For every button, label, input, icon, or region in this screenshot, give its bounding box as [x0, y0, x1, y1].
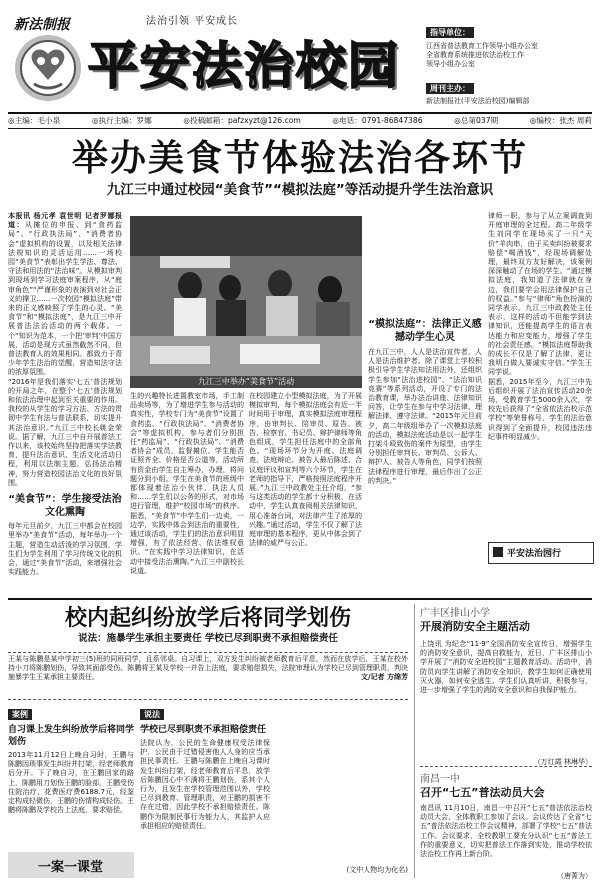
law-credit: (文中人物均为化名)	[346, 866, 408, 874]
brief-2-place: 南昌一中	[420, 774, 460, 785]
column-tag-box	[488, 542, 594, 564]
lead-photo	[130, 216, 362, 388]
lead-text-1: 从摊位的申报、到“食药监局”、“行政执法局”、“消费者协会”虚拟机构的设置，以及相关法律法规知识的灵活运用……一场校园“美食节”表彰出学生学法、尊法、守法和用法的“法治味”。从模拟审判到现场到学习法庭审案程序，从“庭审角色”“严谨形象的表演到对社会正义的撑卫……一次校园“模拟法庭”带来的正义感映照了学生的心灵。“美食节”和“模拟法庭”，是九江三中开展普法法治活动的两个载体。一个“知识为范本，一个把‘审判’中国方展，活动是现方式虽然截然不同，但普法教育人的效果相同。都致力于青少年学生法治的觉醒，营造知法守法的浓厚氛围。	[8, 221, 122, 377]
second-abstract-text: 王某与陈鹏是某中学初三(5)班的同班同学，且系邻桌。自习课上，双方发生纠纷被老师教育后平息，然而在放学后，王某在校外持小刀将陈鹏划伤，导致其面部受伤。陈鹏将王某及学校一并告上法庭，要求赔偿损失，法院审理认为学校已尽到管理职责，判决施暴学生王某承担主要责任。	[8, 655, 408, 682]
slogan: 法治引领 平安成长	[146, 16, 239, 27]
law-title: 学校已尽到职责不承担赔偿责任	[140, 725, 267, 735]
brief-divider	[414, 604, 415, 878]
guide-unit-1: 江西省普法教育工作领导小组办公室	[426, 42, 538, 50]
cosponsor-box	[426, 76, 592, 105]
lead-column-1	[8, 212, 122, 594]
brief-1-place: 广丰区排山小学	[420, 608, 490, 619]
brief-1-credit: （万红霞 林琳华）	[533, 758, 592, 766]
one-case-one-lesson-banner	[8, 852, 134, 878]
column-tag-label: 平安法治园行	[507, 549, 562, 559]
case-label: 案例	[8, 709, 32, 720]
cosponsor-name: 新法制报社(平安法治校园)编辑部	[426, 97, 530, 105]
section-divider	[8, 598, 592, 600]
column-tag-icon	[493, 547, 503, 557]
lead-photo-caption: 九江三中举办“美食节”活动	[130, 376, 362, 388]
lead-text-5: 律师一职。参与了从立案调查到开庭审理的全过程。高二年级学生刘同学在现场买了一只“天价”羊肉串，由于买卖纠纷被要求赔偿“喝酒钱”，经现场调解处理，最终双方友好解决，该案例深深触动了在场的学生。“通过模拟法庭，我知道了法律就在身边，我们要学会用法律保护自己的权益。”参与“律师”角色扮演的同学表示。九江三中政教处主任表示，这样的活动不但能学到法律知识，还能提高学生的语言表达能力和应变能力，增强了学生的社会责任感。“模拟法庭帮助我的成长不仅是了解了法律，更让我明白做人要诚实守信。”学生王同学说。	[488, 212, 592, 377]
info-editors: ◎编校：张杰 周莉	[529, 116, 592, 125]
brief-separator	[420, 766, 592, 767]
guide-unit-label: 指导单位：	[426, 27, 474, 38]
lead-byline: 本报讯 杨元孝 袁世明 记者罗娜报道：	[8, 212, 122, 230]
info-issue: ◎总第037期	[454, 116, 499, 125]
lead-subheading-2: “模拟法庭”：法律正义感撼动学生心灵	[368, 319, 482, 343]
second-abstract	[8, 652, 408, 700]
lead-subhead: 九江三中通过校园“美食节”“模拟法庭”等活动提升学生法治意识	[106, 182, 494, 198]
law-label: 说法	[140, 709, 164, 720]
lead-column-4	[368, 212, 482, 594]
brief-2	[420, 770, 592, 878]
info-bar	[8, 112, 592, 129]
lead-column-2: 生的兴趣特长进置教室市场，手工制品卖场等，为了增进学生参与活动的真实性，学校专门为“美食节”设置了食药监、“行政执法局”、“消费者协会”等虚拟机构，参与者们分别担任“药监局”、“行政执法局”、“消费者协会”成员，监督摊位、学生能否证照齐全、价格是否公道等，活动所有资金由学生自主筹办，办理，将问题分到小组。学生在美食节的班级中都体现着法治小伙伴、执法人员和……学生们以公务的形式，对市场进行管理，维护“校园市场”的秩序。据悉，“美食节”中学生们一边卖，一边学，实践中体会到法治的重要性，通过该活动，学生们的法治意识明显增强，有了依法经营、依法维权意识。“在实践中学习法律知识，在活动中接受法治熏陶。”九江三中副校长说道。	[130, 392, 244, 575]
info-editor: ◎主编：毛小泉	[8, 116, 61, 125]
guide-unit-2: 全省教育系统推进依法治校工作	[426, 51, 524, 60]
second-subhead: 说法：施暴学生承担主要责任 学校已尽到职责不承担赔偿责任	[78, 633, 338, 644]
second-headline: 校内起纠纷放学后将同学划伤	[64, 605, 351, 631]
law-text: 法院认为，公民的生命健康权受法律保护，公民由于过错侵害他人人身的应当承担民事责任。王鹏与陈鹏在上晚自习课时发生纠纷打架，经老师教育后平息，放学后陈鹏因心中不满将王鹏划伤，系其个人行为，且发生在学校管理范围以外，学校已尽到教育、管理职责，对王鹏的损害不存在过错，因此学校不承担赔偿责任。陈鹏作为限制民事行为能力人，其监护人应承担相应的赔偿责任。	[140, 739, 270, 830]
brief-2-credit: （唐菁为）	[557, 872, 592, 880]
guide-box	[426, 20, 592, 76]
law-text-2	[276, 702, 408, 868]
lead-photo-image	[130, 216, 362, 388]
guide-unit-3: 领导小组办公室	[426, 60, 475, 69]
brief-1	[420, 604, 592, 764]
school-emblem-logo	[12, 32, 84, 104]
masthead	[0, 0, 600, 112]
lead-text-4: 在九江三中，人人是法治宣传者，人人是法治维护者。除了课堂上学校积极引导学生学法知法用法外，还组织学生参加“法治进校园”、“法治知识竞赛”等系列活动，开设了专门的法治教育课，举办法治讲座、法律知识问答，让学生在参与中学习法律、理解法律、遵守法律。“2015年元旦前夕，高二年级组举办了一次模拟法庭的活动，模拟法庭活动是以一起学生打架斗殴致伤的案件为原型，由学生分别担任审判长、审判员、公诉人、辩护人、被告人等角色，同学们按照法律程序进行审理，最后作出了公正的判决。”	[368, 348, 482, 485]
brief-2-text: 南昌讯 11月10日，南昌一中召开“七五”普法依法治校动员大会，全体教职工参加了会议。会议传达了全省“七五”普法依法治校工作会议精神，部署了学校“七五”普法工作。会议要求，全校教职工要充分认识“七五”普法工作的重要意义，切实把普法工作落到实处，推动学校依法治校工作再上新台阶。	[420, 804, 592, 859]
info-email: ◎投稿邮箱：pafzxyzt@126.com	[183, 116, 301, 125]
case-text: 2013年11月12日上晚自习时，王鹏与陈鹏因琐事发生纠纷并打架，经老师教育后分开。下了晚自习，在王鹏回家的路上，陈鹏用刀划伤王鹏的脸部，王鹏受伤住院治疗，花费医疗费6188.7元，经鉴定构成轻微伤，王鹏的伤情构成轻伤。王鹏将陈鹏及学校告上法庭，要求赔偿。	[8, 751, 134, 815]
info-phone: ◎电话：0791-86847386	[332, 116, 423, 125]
page-title: 平安法治校园	[88, 36, 400, 95]
info-exec-editor: ◎执行主编：罗娜	[91, 116, 152, 125]
lead-column-5	[488, 212, 592, 542]
one-case-one-lesson-label: 一案一课堂	[38, 860, 104, 875]
lead-text-1c: 每年元旦前夕，九江三中都会在校园里举办“美食节”活动，每年举办一个主题，营造生动活泼的学习氛围，学生们为学生利用了学习传统文化的机会，通过“美食节”活动，来增强社会实践能力。	[8, 522, 122, 577]
case-block	[8, 702, 134, 852]
law-block	[140, 702, 270, 878]
second-abstract-credit: 文/记者 方绵芳	[361, 673, 408, 682]
lead-text-1b: “2016年是我们落实‘七五’普法规划的开局之年，在整个‘七五’普法规划和依法治理中起到至关重要的作用。我校的从学生的学习方法、方法的贯彻中学生有法与普法联系，切实提升其法治意识。”九江三中校长姚金荣说。据了解，九江三中自开展普法工作以来，该校始终坚持把落实学法教育，提升法治意识、生活文化活动日程，利用以法制主题，弘扬法治精神，努力营造校园法治文化的良好氛围。	[8, 377, 122, 487]
paper-name: 新法制报	[14, 17, 70, 33]
lead-column-3: 在校园建立小型模拟法庭，为了开展模拟审判，每个模拟法庭会有近一半时间用于审理，真实模拟法庭审理程序，由审判长、陪审员、原告、被告、检察官、书记员、辩护律师等角色组成，学生担任法庭中的全部角色。“现场环节分为开庭、法庭调查、法庭辩论、被告人最后陈述、合议庭评议和宣判等六个环节，学生在老师的指导下，严格按照法庭程序开展。”九江三中政教处主任介绍，“参与这类活动的学生都十分积极，在活动中，学生认真查阅相关法律知识，用心准备台词，对法律产生了浓厚的兴趣。”通过活动，学生不仅了解了法庭审理的基本程序，更从中体会到了法律的威严与公正。	[249, 392, 362, 548]
lead-text-5b: 据悉，2015年至今，九江三中先后组织开展了法治宣传活动20余场，受教育学生5000余人次，学校先后获得了“全省依法治校示范学校”等荣誉称号，学生的法治意识得到了全面提升，校园违法违纪事件明显减少。	[488, 377, 592, 441]
lead-headline: 举办美食节体验法治各环节	[71, 137, 528, 179]
brief-1-title: 开展消防安全主题活动	[420, 620, 530, 633]
cosponsor-label: 周刊主办：	[426, 83, 474, 94]
brief-1-text: 上饶讯 为纪念“11·9”全国消防安全宣传日，增强学生的消防安全意识，提高自救能力，近日，广丰区排山小学开展了“消防安全进校园”主题教育活动。活动中，消防员向学生讲解了消防安全知识，教学生如何正确使用灭火器，如何安全逃生。学生们认真听讲，积极参与，进一步增强了学生的消防安全意识和自我保护能力。	[420, 640, 592, 695]
case-title: 自习课上发生纠纷放学后将同学划伤	[8, 725, 135, 747]
brief-2-title: 召开“七五”普法动员大会	[420, 786, 545, 799]
lead-subheading-1: “美食节”：学生接受法治文化熏陶	[8, 494, 122, 519]
